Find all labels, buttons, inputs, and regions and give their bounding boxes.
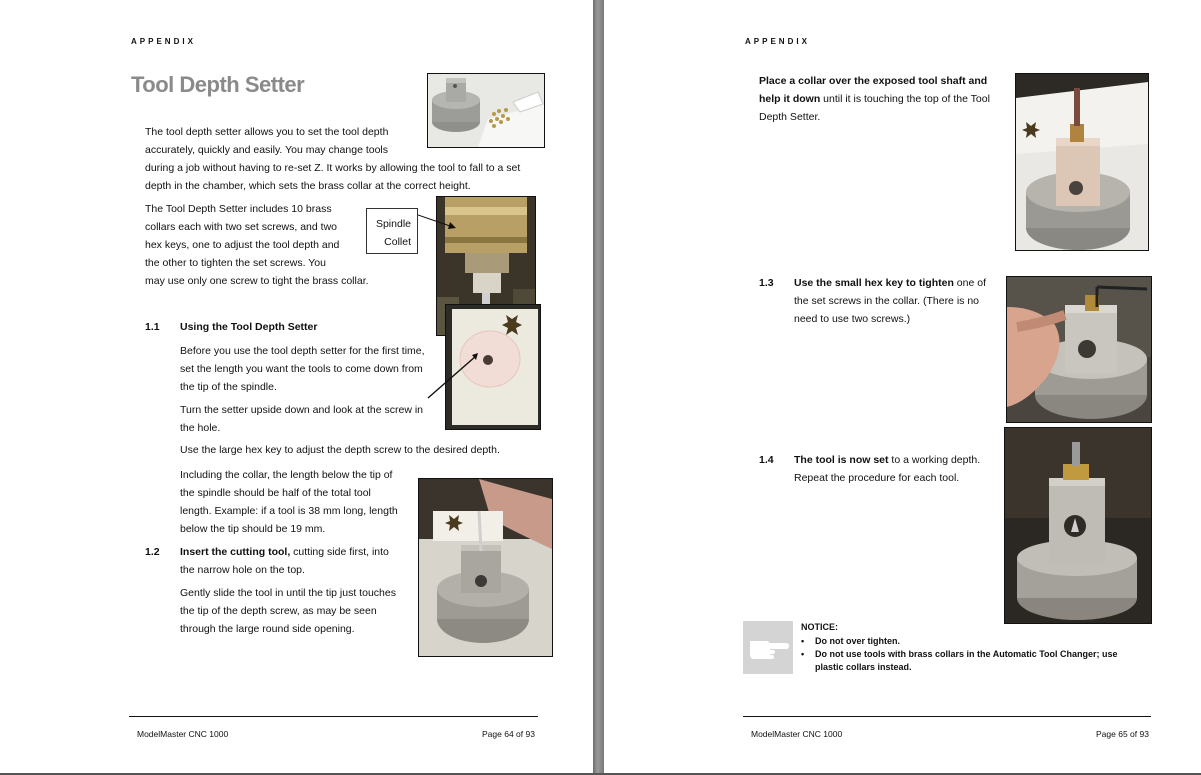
section-number-1-2: 1.2 [145, 546, 160, 558]
section-1-4-paragraph: The tool is now set to a working depth. Repeat the procedure for each tool. [794, 454, 981, 484]
section-1-3-paragraph: Use the small hex key to tighten one of the set screws in the collar. (There is no need to use two screws.) [794, 277, 987, 325]
includes-paragraph: The Tool Depth Setter includes 10 brass collars each with two set screws, and two hex keys, one to adjust the tool depth and the other to tighten the set screws. You may use only one screw to tight the brass collar. [145, 203, 369, 287]
callout-arrow [418, 212, 458, 232]
section-number-1-1: 1.1 [145, 321, 160, 333]
collar-photo [1015, 73, 1149, 251]
pointing-hand-icon [743, 621, 793, 674]
footer-rule-right [743, 716, 1151, 717]
footer-product-right: ModelMaster CNC 1000 [751, 729, 843, 739]
section-heading-1-1: Using the Tool Depth Setter [180, 321, 318, 333]
section-1-1-paragraph-1: Before you use the tool depth setter for the first time, set the length you want the tools to come down from the tip of the spindle. [180, 345, 425, 393]
hex-key-photo [1006, 276, 1152, 423]
section-1-2-lead: Insert the cutting tool, cutting side first, into the narrow hole on the top. [180, 546, 389, 576]
footer-page-number: Page 64 of 93 [482, 729, 535, 739]
spindle-collet-callout: Spindle Collet [366, 208, 418, 254]
section-1-1-paragraph-3: Use the large hex key to adjust the depth screw to the desired depth. [180, 444, 500, 456]
insert-tool-photo [418, 478, 553, 657]
intro-paragraph: The tool depth setter allows you to set the tool depth accurately, quickly and easily. You may change tools during a job without having to re-set Z. It works by allowing the tool to fall to a set depth in the chamber, which sets the brass collar at the correct height. [145, 126, 521, 192]
page-title: Tool Depth Setter [131, 72, 305, 97]
footer-page-number-right: Page 65 of 93 [1096, 729, 1149, 739]
page-64 [0, 0, 593, 773]
hole-arrow [426, 350, 486, 402]
page-header: APPENDIX [131, 37, 196, 46]
section-1-1-paragraph-2: Turn the setter upside down and look at the screw in the hole. [180, 404, 423, 434]
notice-item: • Do not use tools with brass collars in the Automatic Tool Changer; use plastic collars instead. [801, 648, 1141, 674]
notice-icon-box [743, 621, 793, 674]
section-number-1-3: 1.3 [759, 277, 774, 289]
footer-product: ModelMaster CNC 1000 [137, 729, 229, 739]
notice-item: • Do not over tighten. [801, 635, 1141, 648]
page-gutter [593, 0, 604, 775]
footer-rule [129, 716, 538, 717]
collar-paragraph: Place a collar over the exposed tool shaft and help it down until it is touching the top of the Tool Depth Setter. [759, 75, 990, 123]
tool-set-photo [1004, 427, 1152, 624]
page-header-right: APPENDIX [745, 37, 810, 46]
notice-title: NOTICE: [801, 622, 838, 632]
section-number-1-4: 1.4 [759, 454, 774, 466]
notice-list [801, 635, 1141, 674]
section-1-1-paragraph-4: Including the collar, the length below the tip of the spindle should be half of the total tool length. Example: if a tool is 38 mm long, length below the tip should be 19 mm. [180, 469, 398, 535]
section-1-2-paragraph-2: Gently slide the tool in until the tip just touches the tip of the depth screw, as may be seen through the large round side opening. [180, 587, 396, 635]
